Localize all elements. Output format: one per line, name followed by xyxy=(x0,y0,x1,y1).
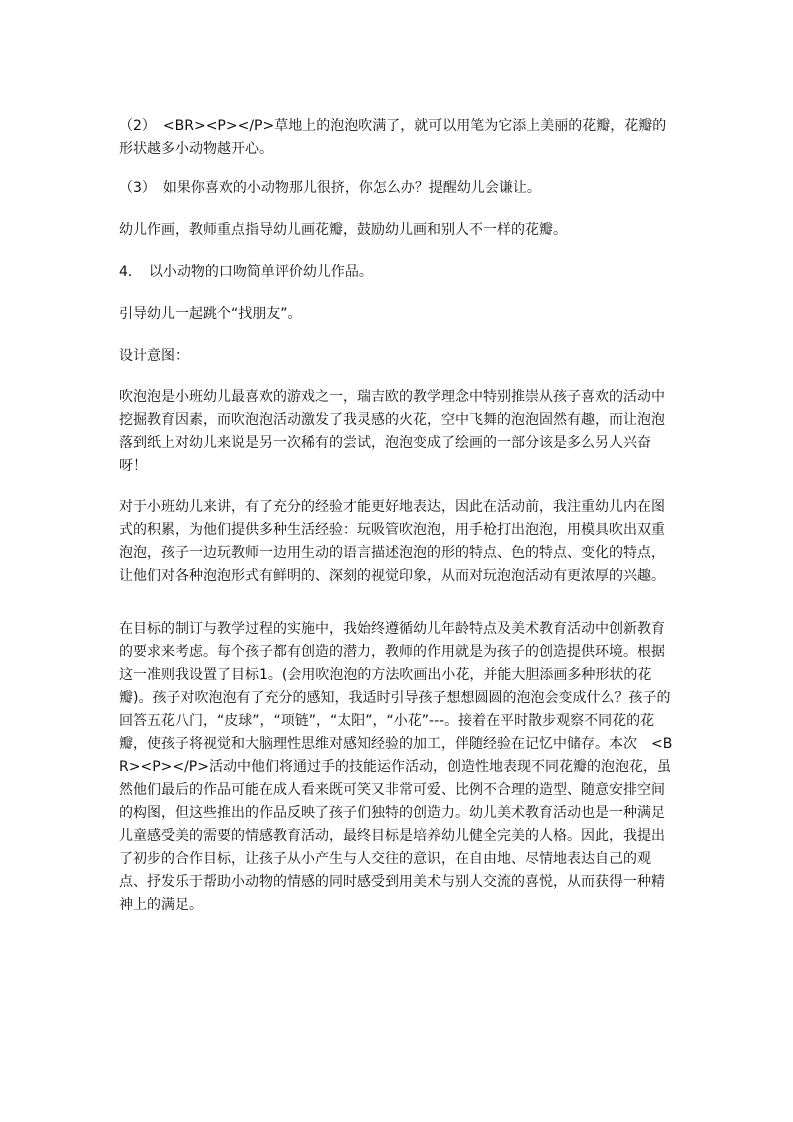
paragraph-step-3: （3） 如果你喜欢的小动物那儿很挤，你怎么办？提醒幼儿会谦让。 xyxy=(119,180,541,196)
paragraph-drawing-guidance: 幼儿作画，教师重点指导幼儿画花瓣，鼓励幼儿画和别人不一样的花瓣。 xyxy=(119,222,567,238)
paragraph-intent-2: 对于小班幼儿来讲，有了充分的经验才能更好地表达，因此在活动前，我注重幼儿内在图式的积累，为他们提供多种生活经验：玩吸管吹泡泡，用手枪打出泡泡，用模具吹出双重泡泡，孩子一边玩教师一边用生动的语言描述泡泡的形的特点、色的特点、变化的特点，让他们对各种泡泡形式有鲜明的、深刻的视觉印象，从而对玩泡泡活动有更浓厚的兴趣。 xyxy=(119,499,665,584)
paragraph-dance: 引导幼儿一起跳个“找朋友”。 xyxy=(119,306,302,322)
paragraph-step-2: （2） <BR><P></P>草地上的泡泡吹满了，就可以用笔为它添上美丽的花瓣，花瓣的形状越多小动物越开心。 xyxy=(119,118,667,157)
paragraph-intent-1: 吹泡泡是小班幼儿最喜欢的游戏之一，瑞吉欧的教学理念中特别推崇从孩子喜欢的活动中挖掘教育因素，而吹泡泡活动激发了我灵感的火花，空中飞舞的泡泡固然有趣，而让泡泡落到纸上对幼儿来说是另一次稀有的尝试，泡泡变成了绘画的一部分该是多么另人兴奋呀！ xyxy=(119,389,665,474)
section-heading-design-intent: 设计意图： xyxy=(119,348,189,364)
paragraph-step-4: 4． 以小动物的口吻简单评价幼儿作品。 xyxy=(119,264,373,280)
paragraph-intent-3: 在目标的制订与教学过程的实施中，我始终遵循幼儿年龄特点及美术教育活动中创新教育的要求来考虑。每个孩子都有创造的潜力，教师的作用就是为孩子的创造提供环境。根据这一准则我设置了目标1。(会用吹泡泡的方法吹画出小花，并能大胆添画多种形状的花瓣)。孩子对吹泡泡有了充分的感知，我适时引导孩子想想圆圆的泡泡会变成什么？孩子的回答五花八门，“皮球”，“项链”，“太阳”，“小花”---。接着在平时散步观察不同花的花瓣，使孩子将视觉和大脑理性思维对感知经验的加工，伴随经验在记忆中储存。本次 <BR><P></P>活动中他们将通过手的技能运作活动，创造性地表现不同花瓣的泡泡花，虽然他们最后的作品可能在成人看来既可笑又非常可爱、比例不合理的造型、随意安排空间的构图，但这些推出的作品反映了孩子们独特的创造力。幼儿美术教育活动也是一种满足儿童感受美的需要的情感教育活动，最终目标是培养幼儿健全完美的人格。因此，我提出了初步的合作目标，让孩子从小产生与人交往的意识，在自由地、尽情地表达自己的观点、抒发乐于帮助小动物的情感的同时感受到用美术与别人交流的喜悦，从而获得一种精神上的满足。 xyxy=(119,621,673,913)
